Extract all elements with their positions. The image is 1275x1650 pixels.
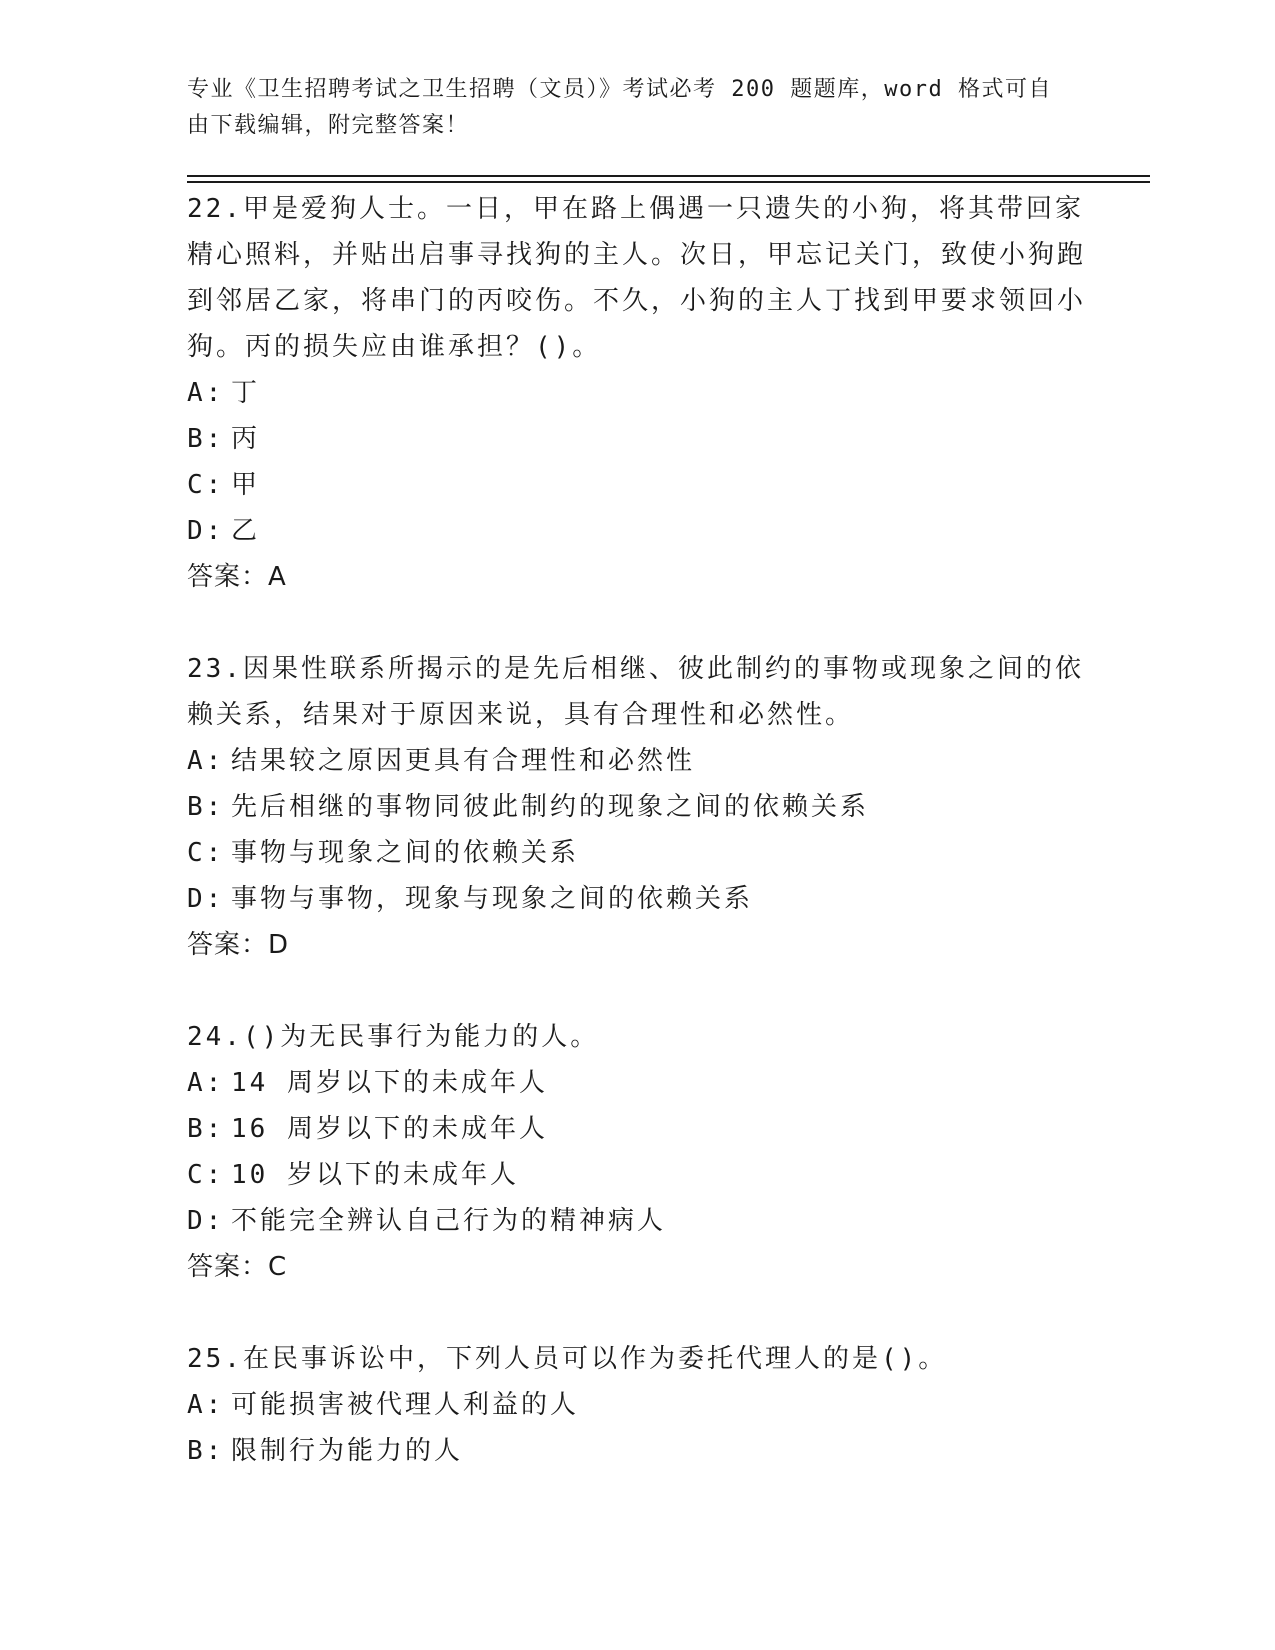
question-text: 23.因果性联系所揭示的是先后相继、彼此制约的事物或现象之间的依赖关系，结果对于原因来说，具有合理性和必然性。 [187,654,1084,730]
answer-line: 答案：C [187,1252,288,1282]
option-letter: C: [187,470,225,500]
question-24 [187,1014,1087,1290]
option-c [187,830,1087,876]
option-a [187,1060,1087,1106]
option-letter: A: [187,1068,225,1098]
option-d [187,508,1087,554]
option-d [187,876,1087,922]
option-a [187,1382,1087,1428]
question-text: 25.在民事诉讼中，下列人员可以作为委托代理人的是()。 [187,1344,948,1374]
option-text: 不能完全辨认自己行为的精神病人 [231,1206,667,1236]
question-text: 22.甲是爱狗人士。一日，甲在路上偶遇一只遗失的小狗，将其带回家精心照料，并贴出启事寻找狗的主人。次日，甲忘记关门，致使小狗跑到邻居乙家，将串门的丙咬伤。不久，小狗的主人丁找到甲要求领回小狗。丙的损失应由谁承担？()。 [187,194,1087,362]
document-header [187,72,1067,144]
option-letter: D: [187,516,225,546]
option-letter: C: [187,838,225,868]
option-letter: B: [187,1436,225,1466]
option-a [187,370,1087,416]
question-22 [187,186,1087,600]
question-23 [187,646,1087,968]
option-letter: B: [187,424,225,454]
option-text: 结果较之原因更具有合理性和必然性 [231,746,696,776]
option-text: 先后相继的事物同彼此制约的现象之间的依赖关系 [231,792,870,822]
option-b [187,416,1087,462]
question-list [187,186,1087,1474]
option-b [187,1428,1087,1474]
option-d [187,1198,1087,1244]
option-text: 10 岁以下的未成年人 [231,1160,519,1190]
option-text: 甲 [231,470,261,500]
answer-line: 答案：D [187,930,290,960]
header-rule-bottom [187,181,1150,183]
option-text: 可能损害被代理人利益的人 [231,1390,580,1420]
option-c [187,462,1087,508]
option-text: 丁 [231,378,261,408]
header-rule-top [187,175,1150,177]
option-a [187,738,1087,784]
option-letter: D: [187,884,225,914]
option-text: 事物与现象之间的依赖关系 [231,838,580,868]
option-letter: B: [187,1114,225,1144]
question-25 [187,1336,1087,1474]
option-text: 丙 [231,424,261,454]
answer-line: 答案：A [187,562,287,592]
option-letter: A: [187,378,225,408]
option-text: 乙 [231,516,261,546]
option-letter: C: [187,1160,225,1190]
option-text: 14 周岁以下的未成年人 [231,1068,548,1098]
option-letter: D: [187,1206,225,1236]
question-text: 24.()为无民事行为能力的人。 [187,1022,600,1052]
document-title: 专业《卫生招聘考试之卫生招聘（文员）》考试必考 200 题题库，word 格式可自由下载编辑，附完整答案！ [187,77,1052,138]
option-text: 事物与事物，现象与现象之间的依赖关系 [231,884,754,914]
option-text: 16 周岁以下的未成年人 [231,1114,548,1144]
option-c [187,1152,1087,1198]
option-letter: A: [187,1390,225,1420]
option-letter: A: [187,746,225,776]
option-letter: B: [187,792,225,822]
option-b [187,784,1087,830]
option-text: 限制行为能力的人 [231,1436,464,1466]
option-b [187,1106,1087,1152]
